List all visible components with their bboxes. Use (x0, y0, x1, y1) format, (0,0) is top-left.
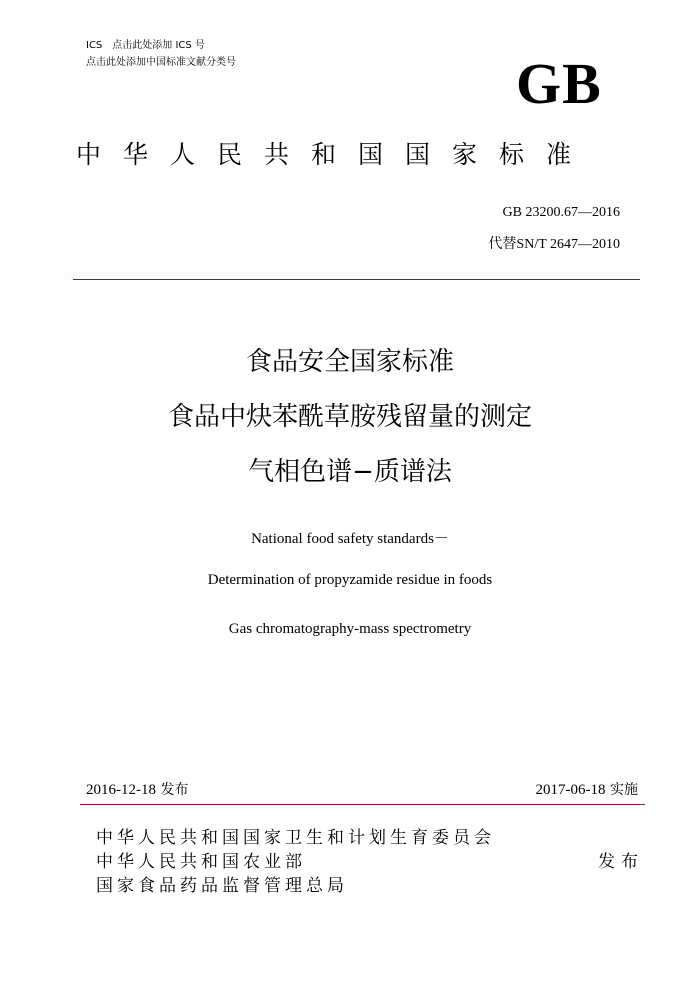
en-title-line2: Determination of propyzamide residue in foods (207, 572, 493, 588)
issue-label: 发布 (156, 782, 189, 798)
publisher-org3: 国家食品药品监督管理总局 (96, 876, 348, 896)
footer-divider (80, 804, 645, 805)
standard-number: GB 23200.67—2016 (502, 205, 620, 220)
publisher-org2: 中华人民共和国农业部 (96, 852, 306, 872)
implement-label: 实施 (605, 782, 638, 798)
cn-title-line3: 气相色谱−质谱法 (248, 457, 452, 487)
ics-number: ICS 点击此处添加 ICS 号 (86, 40, 205, 51)
classification-number: 点击此处添加中国标准文献分类号 (86, 57, 236, 68)
publish-label: 发布 (598, 852, 644, 872)
issue-date (86, 779, 188, 799)
header-divider (73, 279, 640, 280)
replaces-standard: 代替SN/T 2647—2010 (488, 237, 620, 252)
implement-date (536, 779, 638, 799)
cn-title-line1: 食品安全国家标准 (245, 347, 454, 377)
implement-date-value: 2017-06-18 (535, 782, 606, 798)
publisher-org1: 中华人民共和国国家卫生和计划生育委员会 (96, 828, 495, 848)
gb-logo: GB (516, 51, 602, 116)
standard-type-heading: 中华人民共和国国家标准 (76, 140, 594, 169)
en-title-line1: National food safety standards－ (251, 531, 449, 547)
en-title-line3: Gas chromatography-mass spectrometry (228, 621, 472, 637)
cn-title-line2: 食品中炔苯酰草胺残留量的测定 (167, 402, 532, 432)
issue-date-value: 2016-12-18 (86, 782, 156, 798)
